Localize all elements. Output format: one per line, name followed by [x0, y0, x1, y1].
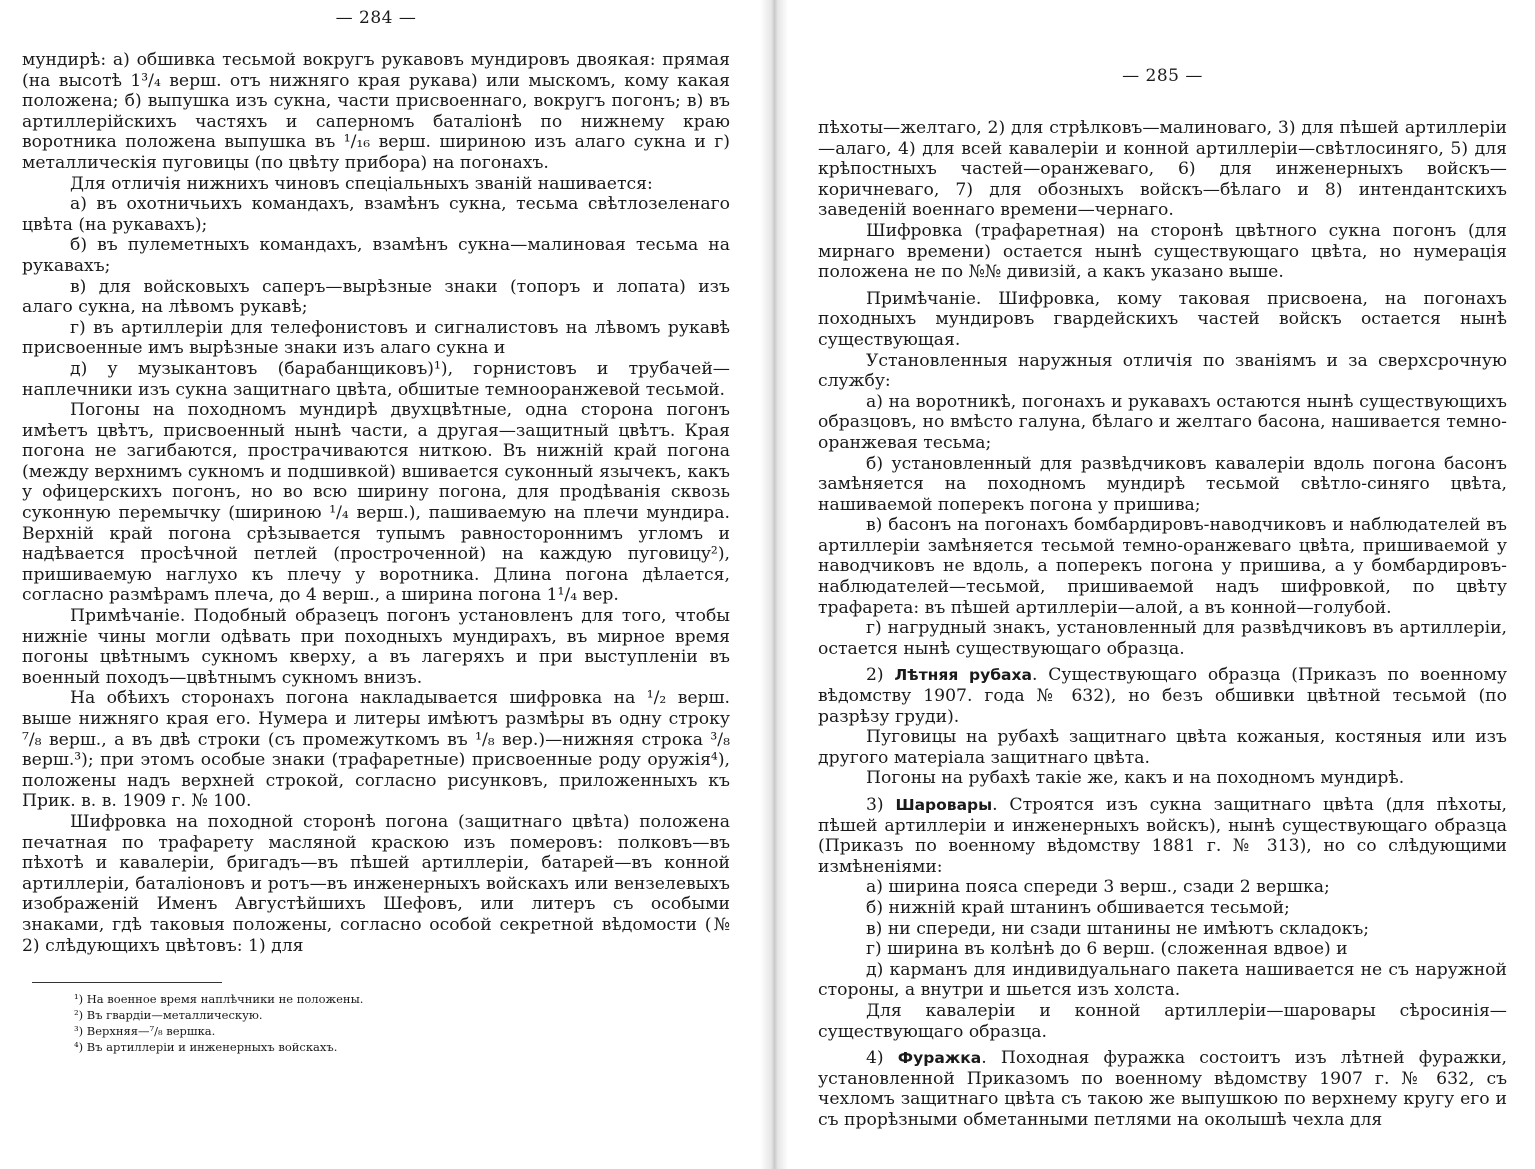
section-number: 3) [866, 795, 896, 815]
note: Примѣчаніе. Шифровка, кому таковая присвоена, на погонахъ походныхъ мундировъ гвардейскихъ частей войскъ остается нынѣ существующая. [818, 288, 1507, 350]
section-number: 4) [866, 1048, 898, 1069]
list-item: б) нижній край штанинъ обшивается тесьмой; [866, 897, 1290, 918]
list-item: в) ни спереди, ни сзади штанины не имѣютъ складокъ; [866, 918, 1370, 939]
section-heading: Шаровары [895, 796, 993, 814]
paragraph: Погоны на рубахѣ такіе же, какъ и на походномъ мундирѣ. [866, 768, 1405, 789]
section-heading: Фуражка [897, 1049, 982, 1068]
note: Примѣчаніе. Подобный образецъ погонъ установленъ для того, чтобы нижніе чины могли одѣвать при походныхъ мундирахъ, въ мирное время погоны цвѣтнымъ сукномъ кверху, а въ лагеряхъ и при выступленіи въ военный походъ—цвѣтнымъ сукномъ внизъ. [22, 606, 730, 688]
list-item: г) ширина въ колѣнѣ до 6 верш. (сложенная вдвое) и [866, 939, 1348, 960]
paragraph: пѣхоты—желтаго, 2) для стрѣлковъ—малиноваго, 3) для пѣшей артиллеріи—алаго, 4) для всей кавалеріи и конной артиллеріи—свѣтлосиняго, 5) для крѣпостныхъ частей—оранжеваго, 6) для инженерныхъ войскъ—коричневаго, 7) для обозныхъ войскъ—бѣлаго и 8) интендантскихъ заведеній военнаго времени—чернаго. [818, 118, 1507, 221]
list-item: б) въ пулеметныхъ командахъ, взамѣнъ сукна—малиновая тесьма на рукавахъ; [22, 235, 730, 276]
list-item: в) для войсковыхъ саперъ—вырѣзные знаки (топоръ и лопата) изъ алаго сукна, на лѣвомъ рукавѣ; [22, 276, 730, 318]
paragraph: Для отличія нижнихъ чиновъ спеціальныхъ званій нашивается: [70, 173, 653, 194]
list-item: д) карманъ для индивидуальнаго пакета нашивается не съ наружной стороны, а внутри и шьется изъ холста. [818, 959, 1507, 1001]
list-item: д) у музыкантовъ (барабанщиковъ)¹), горнистовъ и трубачей—наплечники изъ сукна защитнаго цвѣта, обшитые темнооранжевой тесьмой. [22, 358, 730, 400]
paragraph: На обѣихъ сторонахъ погона накладывается шифровка на ¹/₂ верш. выше нижняго края его. Нумера и литеры имѣютъ размѣры въ одну строку ⁷/₈ верш., а въ двѣ строки (съ промежуткомъ въ ¹/₈ вер.)—нижняя строка ³/₈ верш.³); при этомъ особые знаки (трафаретные) присвоенные роду оружія⁴), положены надъ верхней строкой, согласно рисунковъ, приложенныхъ къ Прик. в. в. 1909 г. № 100. [22, 688, 730, 812]
page-number: — 285 — [1122, 66, 1203, 86]
list-item: б) установленный для развѣдчиковъ кавалеріи вдоль погона басонъ замѣняется на походномъ мундирѣ тесьмой свѣтло-синяго цвѣта, нашиваемой поперекъ погона у пришива; [818, 453, 1507, 515]
footnote: ¹) На военное время наплѣчники не положены. [74, 992, 364, 1007]
section-text: . Существующаго образца (Приказъ по военному вѣдомству 1907. года № 632), но безъ обшивки цвѣтной тесьмой (по разрѣзу груди). [818, 665, 1507, 727]
footnote: ⁴) Въ артиллеріи и инженерныхъ войскахъ. [74, 1040, 338, 1055]
page-284 [0, 0, 760, 1169]
list-item: в) басонъ на погонахъ бомбардировъ-наводчиковъ и наблюдателей въ артиллеріи замѣняется тесьмой темно-оранжеваго цвѣта, пришиваемой у наводчиковъ не вдоль, а поперекъ погона у пришива, а у бомбардировъ-наблюдателей—тесьмой, пришиваемой надъ шифровкой, по цвѣту трафарета: въ пѣшей артиллеріи—алой, а въ конной—голубой. [818, 515, 1507, 618]
list-item: г) нагрудный знакъ, установленный для развѣдчиковъ въ артиллеріи, остается нынѣ существующаго образца. [818, 618, 1507, 659]
section-heading: Лѣтняя рубаха [894, 666, 1032, 685]
book-gutter [760, 0, 788, 1169]
list-item: а) на воротникѣ, погонахъ и рукавахъ остаются нынѣ существующихъ образцовъ, но вмѣсто галуна, бѣлаго и желтаго басона, нашивается темно-оранжевая тесьма; [818, 391, 1507, 453]
section-rubakha [818, 665, 1507, 727]
footnote-rule [32, 982, 222, 983]
section-number: 2) [866, 665, 895, 686]
section-sharovary [818, 795, 1507, 877]
section-text: . Строятся изъ сукна защитнаго цвѣта (для пѣхоты, пѣшей артиллеріи и инженерныхъ войскъ), нынѣ существующаго образца (Приказъ по военному вѣдомству 1881 г. № 313), но со слѣдующими измѣненіями: [818, 795, 1507, 877]
list-item: а) въ охотничьихъ командахъ, взамѣнъ сукна, тесьма свѣтлозеленаго цвѣта (на рукавахъ); [22, 194, 730, 235]
paragraph: Установленныя наружныя отличія по званіямъ и за сверхсрочную службу: [818, 350, 1507, 392]
section-furazhka [818, 1048, 1507, 1130]
paragraph: Пуговицы на рубахѣ защитнаго цвѣта кожаныя, костяныя или изъ другого матеріала защитнаго цвѣта. [818, 727, 1507, 768]
footnote: ²) Въ гвардіи—металлическую. [74, 1008, 263, 1023]
paragraph: Погоны на походномъ мундирѣ двухцвѣтные, одна сторона погонъ имѣетъ цвѣтъ, присвоенный нынѣ части, а другая—защитный цвѣтъ. Края погона не загибаются, прострачиваются ниткою. Въ нижній край погона (между верхнимъ сукномъ и подшивкой) вшивается суконный язычекъ, какъ у офицерскихъ погонъ, но во всю ширину погона, для продѣванія сквозь суконную перемычку (шириною ¹/₄ верш.), пашиваемую на плечи мундира. Верхній край погона срѣзывается тупымъ равностороннимъ угломъ и надѣвается просѣчной петлей (простроченной) на каждую пуговицу²), пришиваемую наглухо къ плечу у воротника. Длина погона дѣлается, согласно размѣрамъ плеча, до 4 верш., а ширина погона 1¹/₄ вер. [22, 400, 730, 606]
paragraph: Для кавалеріи и конной артиллеріи—шаровары сѣросинія—существующаго образца. [818, 1000, 1507, 1042]
section-text: . Походная фуражка состоитъ изъ лѣтней фуражки, установленной Приказомъ по военному вѣдомству 1907 г. № 632, съ чехломъ защитнаго цвѣта съ такою же выпушкою по верхнему кругу его и съ прорѣзными обметанными петлями на околышѣ чехла для [818, 1048, 1507, 1130]
list-item: г) въ артиллеріи для телефонистовъ и сигналистовъ на лѣвомъ рукавѣ присвоенные имъ вырѣзные знаки изъ алаго сукна и [22, 317, 730, 359]
footnote: ³) Верхняя—⁷/₈ вершка. [74, 1024, 216, 1039]
page-285 [788, 0, 1535, 1169]
list-item: а) ширина пояса спереди 3 верш., сзади 2 вершка; [866, 877, 1330, 898]
paragraph: Шифровка (трафаретная) на сторонѣ цвѣтного сукна погонъ (для мирнаго времени) остается нынѣ существующаго цвѣта, но нумерація положена не по №№ дивизій, а какъ указано выше. [818, 220, 1507, 283]
paragraph: мундирѣ: а) обшивка тесьмой вокругъ рукавовъ мундировъ двоякая: прямая (на высотѣ 1³/₄ верш. отъ нижняго края рукава) или мыскомъ, кому какая положена; б) выпушка изъ сукна, части присвоеннаго, вокругъ погонъ; в) въ артиллерійскихъ частяхъ и саперномъ баталіонѣ по нижнему краю воротника положена выпушка въ ¹/₁₆ верш. шириною изъ алаго сукна и г) металлическія пуговицы (по цвѣту прибора) на погонахъ. [22, 50, 730, 173]
paragraph: Шифровка на походной сторонѣ погона (защитнаго цвѣта) положена печатная по трафарету масляной краскою изъ померовъ: полковъ—въ пѣхотѣ и кавалеріи, бригадъ—въ пѣшей артиллеріи, батарей—въ конной артиллеріи, баталіоновъ и ротъ—въ инженерныхъ войскахъ или вензелевыхъ изображеній Именъ Августѣйшихъ Шефовъ, или литеръ съ особыми знаками, гдѣ таковыя положены, согласно особой секретной вѣдомости (№ 2) слѣдующихъ цвѣтовъ: 1) для [22, 811, 730, 956]
page-number: — 284 — [335, 8, 417, 28]
